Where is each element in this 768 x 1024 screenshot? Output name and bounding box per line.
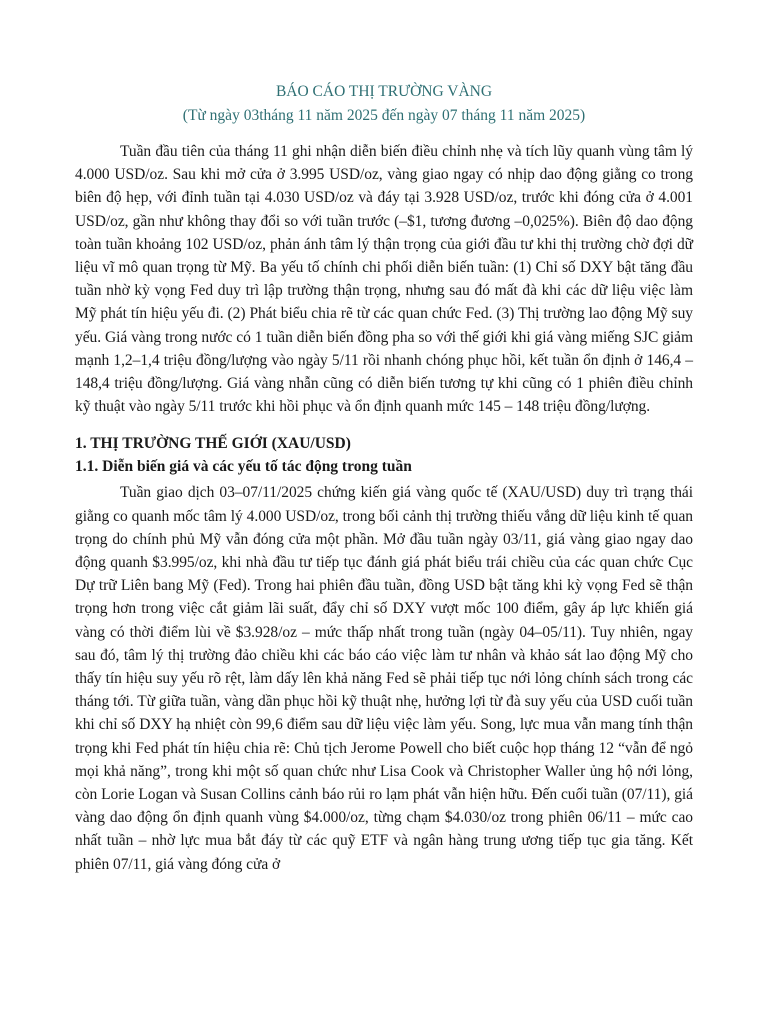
subsection-heading-price-movements: 1.1. Diễn biến giá và các yếu tố tác động trong tuần: [75, 458, 412, 476]
report-title: BÁO CÁO THỊ TRƯỜNG VÀNG: [275, 83, 493, 100]
intro-paragraph: Tuần đầu tiên của tháng 11 ghi nhận diễn biến điều chỉnh nhẹ và tích lũy quanh vùng tâm lý 4.000 USD/oz. Sau khi mở cửa ở 3.995 USD/oz, vàng giao ngay có nhịp dao động giằng co trong biên độ hẹp, với đỉnh tuần tại 4.030 USD/oz và đáy tại 3.928 USD/oz, trước khi đóng cửa ở 4.001 USD/oz, gần như không thay đổi so với tuần trước (–$1, tương đương –0,025%). Biên độ dao động toàn tuần khoảng 102 USD/oz, phản ánh tâm lý thận trọng của giới đầu tư khi thị trường chờ đợi dữ liệu vĩ mô quan trọng từ Mỹ. Ba yếu tố chính chi phối diễn biến tuần: (1) Chỉ số DXY bật tăng đầu tuần nhờ kỳ vọng Fed duy trì lập trường thận trọng, nhưng sau đó mất đà khi các dữ liệu việc làm Mỹ phát tín hiệu yếu đi. (2) Phát biểu chia rẽ từ các quan chức Fed. (3) Thị trường lao động Mỹ suy yếu. Giá vàng trong nước có 1 tuần diễn biến đồng pha so với thế giới khi giá vàng miếng SJC giảm mạnh 1,2–1,4 triệu đồng/lượng vào ngày 5/11 rồi nhanh chóng phục hồi, kết tuần ổn định ở 146,4 – 148,4 triệu đồng/lượng. Giá vàng nhẫn cũng có diễn biến tương tự khi cũng có 1 phiên điều chỉnh kỹ thuật vào ngày 5/11 trước khi hồi phục và ổn định quanh mức 145 – 148 triệu đồng/lượng.: [75, 143, 693, 416]
document-page: [75, 80, 693, 876]
section-heading-world-market: 1. THỊ TRƯỜNG THẾ GIỚI (XAU/USD): [75, 435, 351, 453]
section-1-1-paragraph: Tuần giao dịch 03–07/11/2025 chứng kiến giá vàng quốc tế (XAU/USD) duy trì trạng thái giằng co quanh mốc tâm lý 4.000 USD/oz, trong bối cảnh thị trường thiếu vắng dữ liệu kinh tế quan trọng do chính phủ Mỹ vẫn đóng cửa một phần. Mở đầu tuần ngày 03/11, giá vàng giao ngay dao động quanh $3.995/oz, khi nhà đầu tư tiếp tục đánh giá phát biểu trái chiều của các quan chức Cục Dự trữ Liên bang Mỹ (Fed). Trong hai phiên đầu tuần, đồng USD bật tăng khi kỳ vọng Fed sẽ thận trọng hơn trong việc cắt giảm lãi suất, đẩy chỉ số DXY vượt mốc 100 điểm, gây áp lực khiến giá vàng có thời điểm lùi về $3.928/oz – mức thấp nhất trong tuần (ngày 04–05/11). Tuy nhiên, ngay sau đó, tâm lý thị trường đảo chiều khi các báo cáo việc làm tư nhân và khảo sát lao động Mỹ cho thấy tín hiệu suy yếu rõ rệt, làm dấy lên khả năng Fed sẽ phải tiếp tục nới lỏng chính sách trong các tháng tới. Từ giữa tuần, vàng dần phục hồi kỹ thuật nhẹ, hưởng lợi từ đà suy yếu của USD cuối tuần khi chỉ số DXY hạ nhiệt còn 99,6 điểm sau dữ liệu việc làm yếu. Song, lực mua vẫn mang tính thận trọng khi Fed phát tín hiệu chia rẽ: Chủ tịch Jerome Powell cho biết cuộc họp tháng 12 “vẫn để ngỏ mọi khả năng”, trong khi một số quan chức như Lisa Cook và Christopher Waller ủng hộ nới lỏng, còn Lorie Logan và Susan Collins cảnh báo rủi ro lạm phát vẫn hiện hữu. Đến cuối tuần (07/11), giá vàng dao động ổn định quanh vùng $4.000/oz, từng chạm $4.030/oz trong phiên 06/11 – mức cao nhất tuần – nhờ lực mua bắt đáy từ các quỹ ETF và ngân hàng trung ương tiếp tục gia tăng. Kết phiên 07/11, giá vàng đóng cửa ở: [75, 484, 693, 873]
report-date-range: (Từ ngày 03tháng 11 năm 2025 đến ngày 07 tháng 11 năm 2025): [182, 107, 586, 124]
